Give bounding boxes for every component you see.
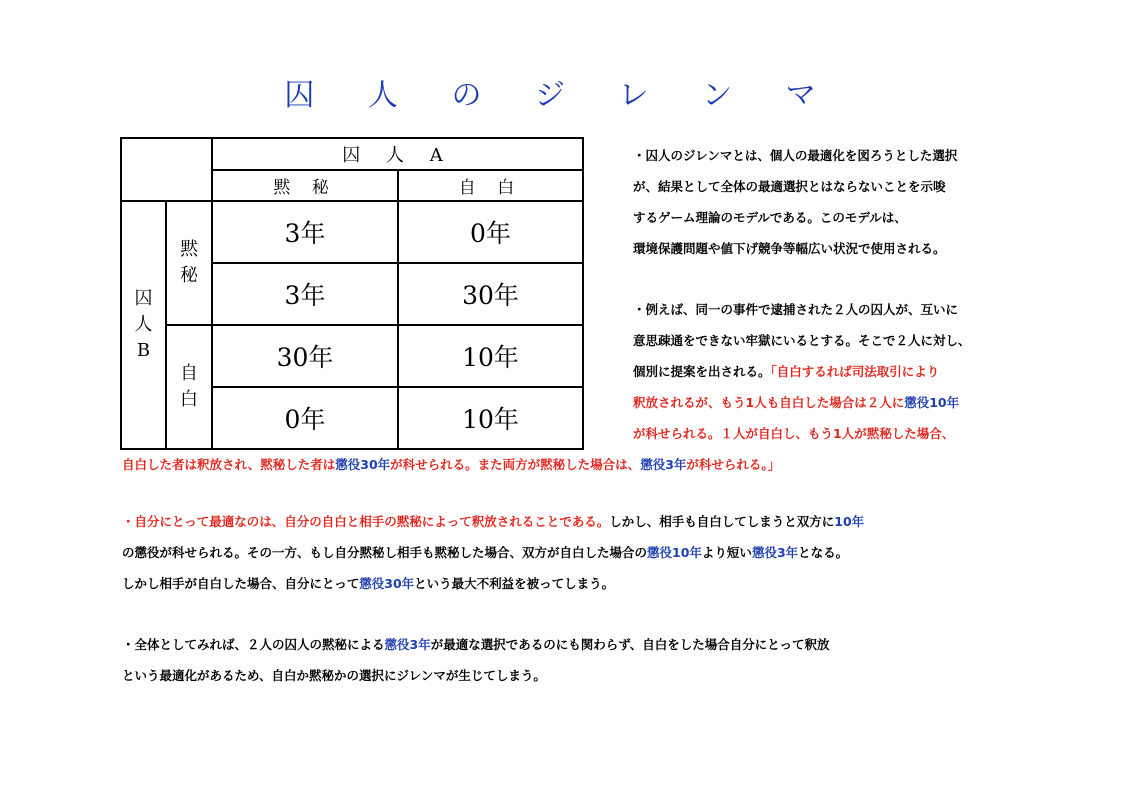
header-b-silent: 黙 秘 bbox=[166, 201, 212, 325]
payoff-cell: 3年 bbox=[212, 201, 398, 263]
header-prisoner-a: 囚 人 A bbox=[212, 138, 583, 170]
page-title: 囚 人 の ジ レ ン マ bbox=[284, 78, 838, 113]
payoff-cell: 0年 bbox=[212, 387, 398, 449]
payoff-cell: 10年 bbox=[398, 387, 583, 449]
header-prisoner-b: 囚 人 B bbox=[121, 201, 166, 449]
paragraph-conclusion: ・全体としてみれば、２人の囚人の黙秘による懲役3年が最適な選択であるのにも関わらず、自白をした場合自分にとって釈放 という最適化があるため、自白か黙秘かの選択にジレンマが生じてしまう。 bbox=[122, 637, 830, 683]
payoff-cell: 10年 bbox=[398, 325, 583, 387]
paragraph-example: ・例えば、同一の事件で逮捕された２人の囚人が、互いに 意思疎通をできない牢獄にいるとする。そこで２人に対し、 個別に提案を出される。「自白するれば司法取引により 釈放されるが、もう1人も自白した場合は２人に懲役10年 が科せられる。１人が自白し、もう1人が黙秘した場合、 bbox=[633, 302, 971, 441]
header-a-confess: 自 白 bbox=[398, 170, 583, 201]
payoff-cell: 3年 bbox=[212, 263, 398, 325]
header-b-confess: 自 白 bbox=[166, 325, 212, 449]
matrix-corner-cell bbox=[121, 138, 212, 201]
paragraph-example-cont: 自白した者は釈放され、黙秘した者は懲役30年が科せられる。また両方が黙秘した場合は、懲役3年が科せられる。」 bbox=[122, 457, 781, 472]
header-a-silent: 黙 秘 bbox=[212, 170, 398, 201]
payoff-matrix bbox=[120, 137, 584, 450]
paragraph-definition: ・囚人のジレンマとは、個人の最適化を図ろうとした選択 が、結果として全体の最適選択とはならないことを示唆 するゲーム理論のモデルである。このモデルは、 環境保護問題や値下げ競争等幅広い状況で使用される。 bbox=[633, 148, 958, 256]
payoff-cell: 0年 bbox=[398, 201, 583, 263]
paragraph-analysis: ・自分にとって最適なのは、自分の自白と相手の黙秘によって釈放されることである。しかし、相手も自白してしまうと双方に10年 の懲役が科せられる。その一方、もし自分黙秘し相手も黙秘した場合、双方が自白した場合の懲役10年より短い懲役3年となる。 しかし相手が自白した場合、自分にとって懲役30年という最大不利益を被ってしまう。 bbox=[122, 514, 865, 591]
payoff-cell: 30年 bbox=[212, 325, 398, 387]
payoff-cell: 30年 bbox=[398, 263, 583, 325]
